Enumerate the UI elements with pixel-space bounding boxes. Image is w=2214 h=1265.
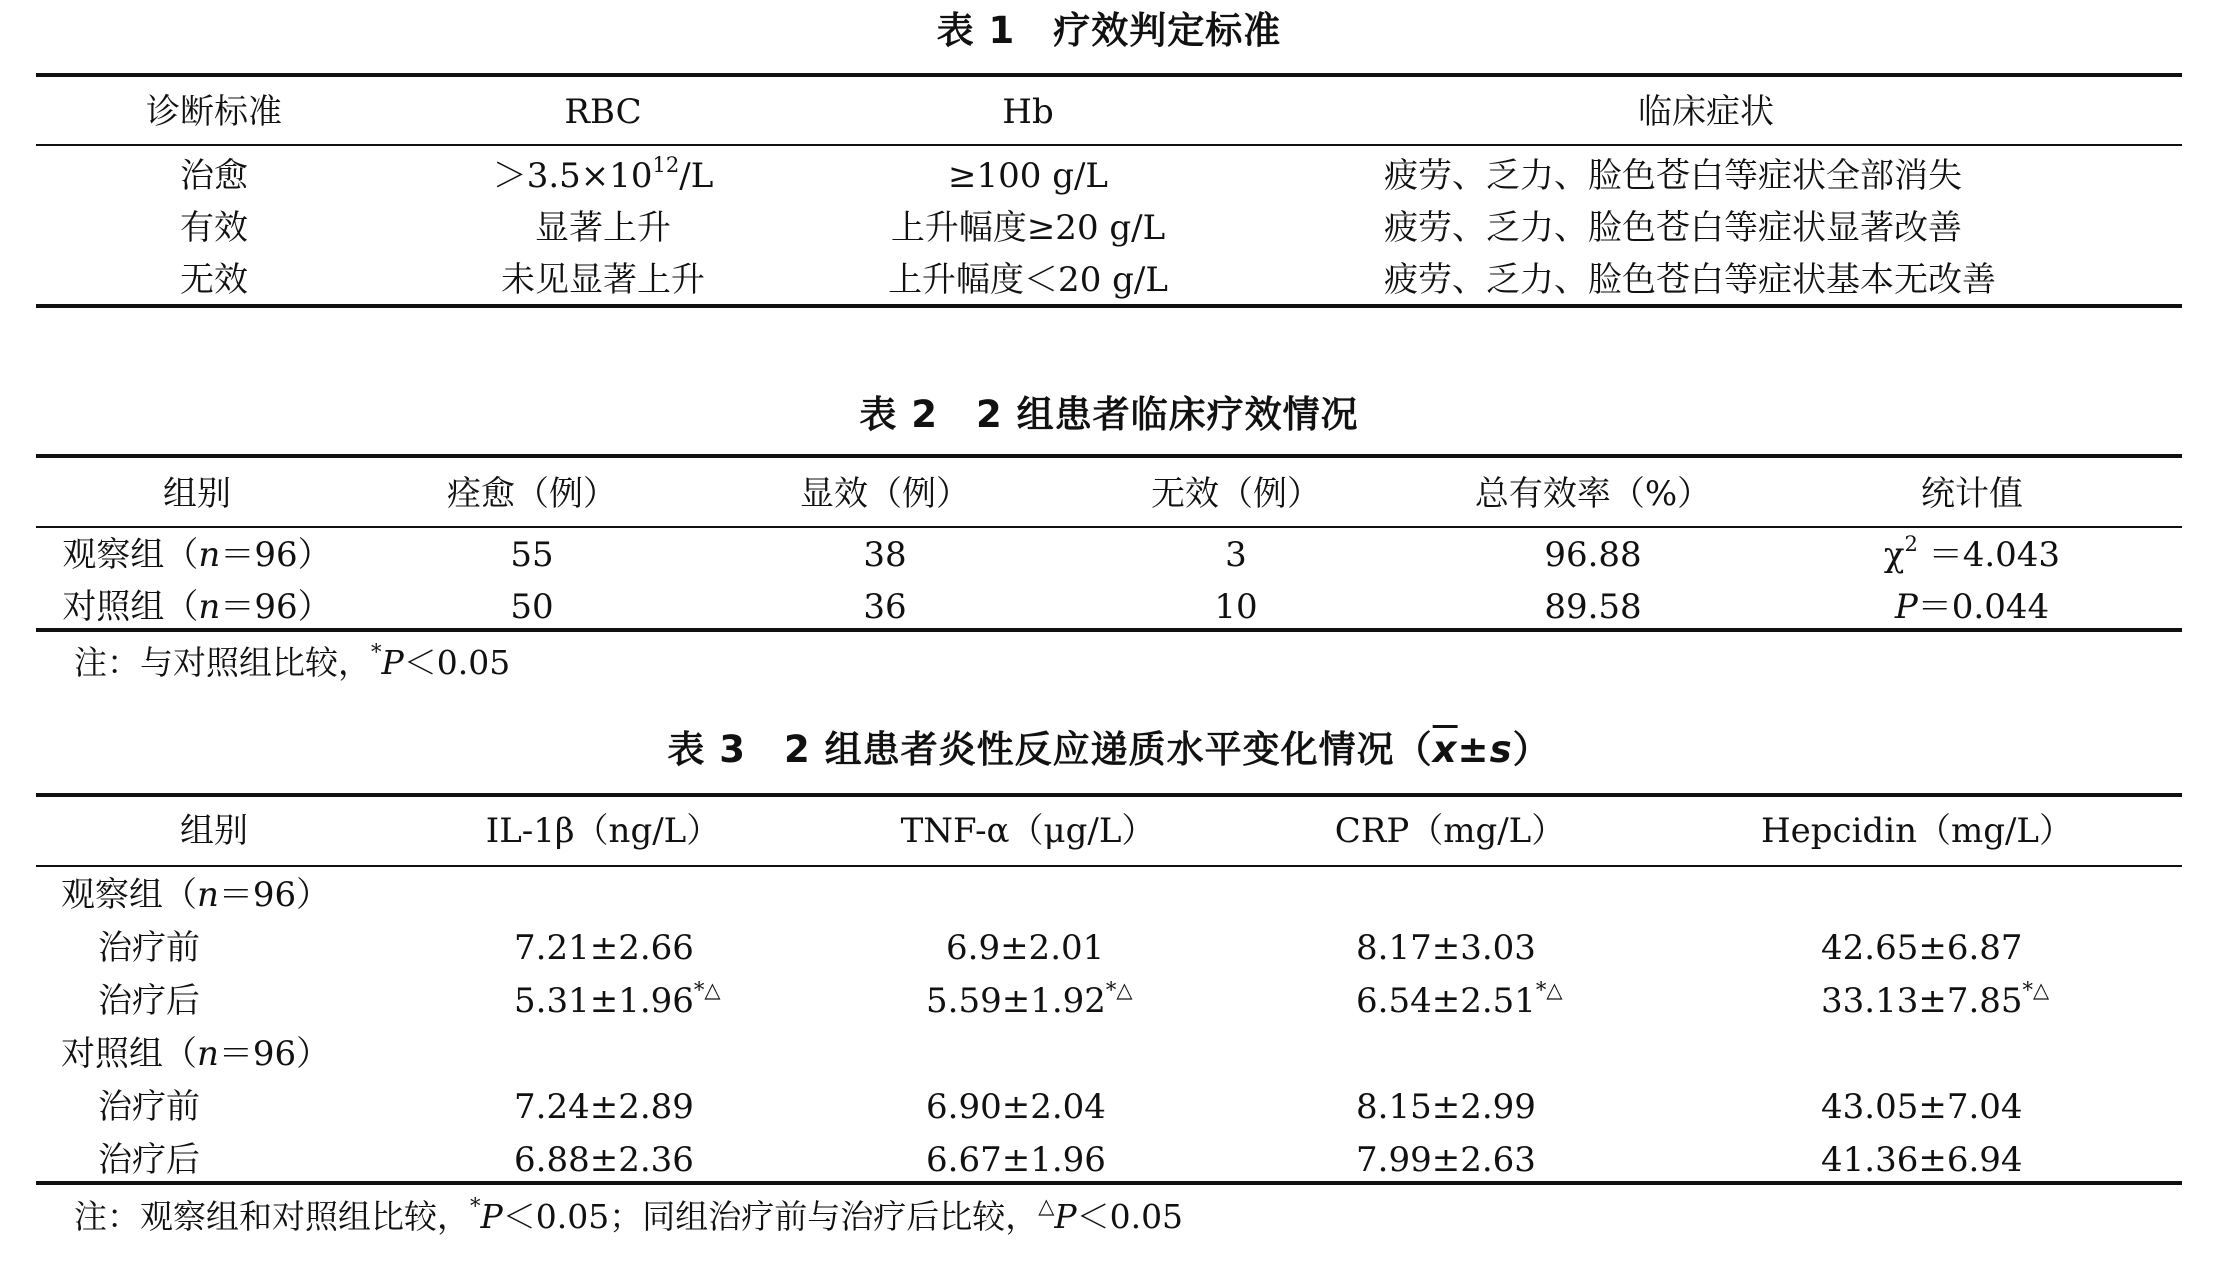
table-cell: 8.15±2.99 <box>1356 1087 1536 1127</box>
table-3-note: 注：观察组和对照组比较，*P＜0.05；同组治疗前与治疗后比较，△P＜0.05 <box>74 1194 1184 1236</box>
table-cell: 治疗前 <box>98 1087 200 1127</box>
table-cell: 7.21±2.66 <box>514 928 694 968</box>
table-cell: 治愈 <box>180 156 248 196</box>
table-3-header-tnfa: TNF-α（μg/L） <box>900 811 1156 851</box>
table-1-header-criterion: 诊断标准 <box>146 92 282 132</box>
table-3-header-group: 组别 <box>180 811 248 851</box>
table-2-note: 注：与对照组比较，*P＜0.05 <box>74 640 511 682</box>
table-cell: $\chi^2 =4.043$ <box>1883 532 2061 575</box>
table-group-row <box>36 1030 2182 1078</box>
table-cell: 治疗前 <box>98 928 200 968</box>
table-2-header-statistic: 统计值 <box>1921 474 2023 514</box>
table-cell: 上升幅度≥20 g/L <box>890 208 1166 248</box>
table-cell: 89.58 <box>1544 587 1642 627</box>
table-cell: 对照组（n＝96） <box>62 587 332 627</box>
table-cell: 33.13±7.85*△ <box>1821 978 2050 1021</box>
table-1-header-hb: Hb <box>1002 92 1054 132</box>
table-cell: 36 <box>863 587 907 627</box>
table-1-title: 表 1 疗效判定标准 <box>936 9 1282 52</box>
table-cell: 96.88 <box>1544 535 1642 575</box>
table-cell: 显著上升 <box>535 208 671 248</box>
table-cell: 治疗后 <box>98 981 200 1021</box>
table-cell: 5.31±1.96*△ <box>514 978 721 1021</box>
table-3-header-crp: CRP（mg/L） <box>1334 811 1566 851</box>
table-cell: 10 <box>1214 587 1258 627</box>
table-3-header-hepcidin: Hepcidin（mg/L） <box>1760 811 2074 851</box>
table-cell: 6.67±1.96 <box>926 1140 1106 1180</box>
table-2-header-markedly-effective: 显效（例） <box>800 474 970 514</box>
table-cell: 8.17±3.03 <box>1356 928 1536 968</box>
table-row <box>36 924 2182 972</box>
table-row <box>36 977 2182 1025</box>
table-3 <box>36 0 2182 1265</box>
table-2-header-group: 组别 <box>163 474 231 514</box>
table-cell: 38 <box>863 535 907 575</box>
table-3-header-il1b: IL-1β（ng/L） <box>485 811 721 851</box>
table-cell: 42.65±6.87 <box>1821 928 2023 968</box>
table-cell: 6.90±2.04 <box>926 1087 1106 1127</box>
table-cell: 疲劳、乏力、脸色苍白等症状基本无改善 <box>1384 260 1996 300</box>
table-3-title: 表 3 2 组患者炎性反应递质水平变化情况$(\overline{x}\pm s)$ <box>667 728 1551 771</box>
table-1-header-symptoms: 临床症状 <box>1638 92 1774 132</box>
table-cell: 3 <box>1225 535 1247 575</box>
table-cell: 7.24±2.89 <box>514 1087 694 1127</box>
table-3-bottom-rule <box>36 1181 2182 1185</box>
table-3-header-row <box>36 807 2182 855</box>
table-2-header-total-rate: 总有效率（%） <box>1474 474 1712 514</box>
table-cell: 对照组（n＝96） <box>61 1034 331 1074</box>
table-cell: 41.36±6.94 <box>1821 1140 2023 1180</box>
table-cell: 疲劳、乏力、脸色苍白等症状全部消失 <box>1384 156 1962 196</box>
table-cell: 观察组（n＝96） <box>62 535 332 575</box>
table-cell: $>3.5\times 10^{12}/L$ <box>492 153 714 196</box>
table-cell: P＝0.044 <box>1894 587 2050 627</box>
table-cell: ≥100 g/L <box>948 156 1108 196</box>
table-cell: 疲劳、乏力、脸色苍白等症状显著改善 <box>1384 208 1962 248</box>
table-2-header-cured: 痊愈（例） <box>447 474 617 514</box>
table-cell: 无效 <box>180 260 248 300</box>
table-cell: 未见显著上升 <box>501 260 705 300</box>
table-row <box>36 1083 2182 1131</box>
table-cell: 5.59±1.92*△ <box>926 978 1133 1021</box>
table-group-row <box>36 871 2182 919</box>
table-1-header-rbc: RBC <box>564 92 642 132</box>
table-row <box>36 1136 2182 1184</box>
table-2-header-ineffective: 无效（例） <box>1151 474 1321 514</box>
table-cell: 7.99±2.63 <box>1356 1140 1536 1180</box>
table-cell: 55 <box>510 535 554 575</box>
table-cell: 观察组（n＝96） <box>61 875 331 915</box>
table-3-header-rule <box>36 865 2182 867</box>
table-cell: 上升幅度＜20 g/L <box>888 260 1168 300</box>
table-cell: 50 <box>510 587 554 627</box>
table-cell: 6.9±2.01 <box>946 928 1105 968</box>
table-cell: 43.05±7.04 <box>1821 1087 2023 1127</box>
table-cell: 6.88±2.36 <box>514 1140 694 1180</box>
table-2-title: 表 2 2 组患者临床疗效情况 <box>859 393 1359 436</box>
table-cell: 6.54±2.51*△ <box>1356 978 1563 1021</box>
table-cell: 有效 <box>180 208 248 248</box>
table-3-top-rule <box>36 793 2182 797</box>
table-cell: 治疗后 <box>98 1140 200 1180</box>
